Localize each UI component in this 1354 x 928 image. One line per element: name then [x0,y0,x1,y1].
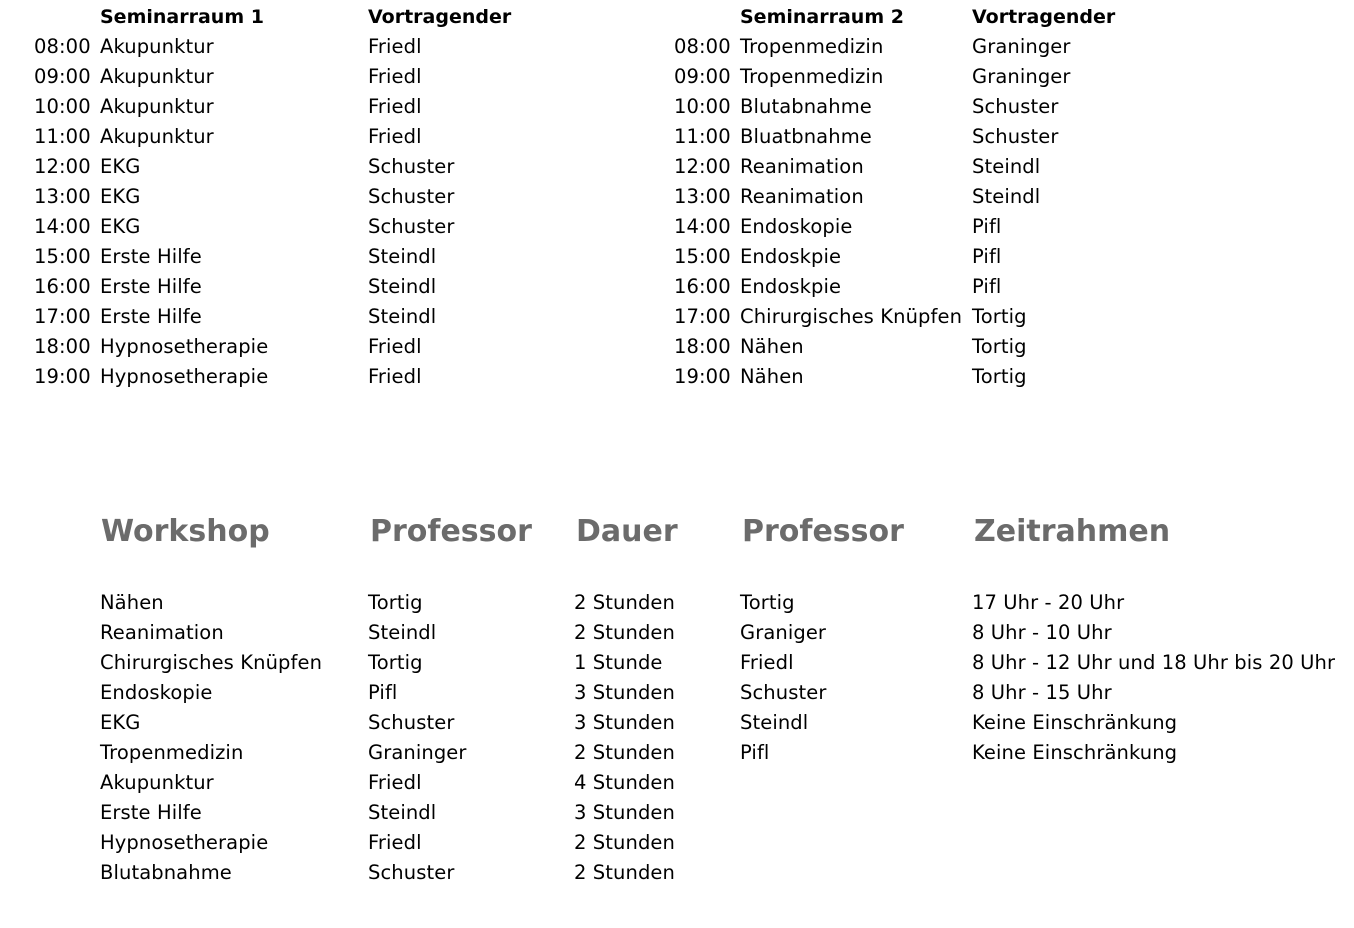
workshop-name: Hypnosetherapie [100,831,269,854]
schedule-speaker: Friedl [368,125,422,148]
workshop-name: EKG [100,711,141,734]
schedule-time: 11:00 [674,125,731,148]
schedule-time: 13:00 [674,185,731,208]
availability-professor: Graniger [740,621,827,644]
schedule-topic: EKG [100,185,141,208]
schedule-time: 08:00 [34,35,91,58]
availability-timeframe: 8 Uhr - 10 Uhr [972,621,1112,644]
schedule-topic: Akupunktur [100,95,214,118]
schedule-topic: Tropenmedizin [740,65,884,88]
schedule-time: 10:00 [674,95,731,118]
workshop-duration: 2 Stunden [574,831,675,854]
workshop-professor: Steindl [368,801,437,824]
schedule-topic: Endoskpie [740,275,842,298]
schedule-speaker: Friedl [368,365,422,388]
schedule-speaker: Schuster [368,155,455,178]
schedule-speaker: Tortig [972,365,1027,388]
workshop-name: Reanimation [100,621,224,644]
schedule-time: 18:00 [674,335,731,358]
room1-header: Seminarraum 1 [100,6,264,28]
schedule-topic: Bluatbnahme [740,125,872,148]
workshop-duration: 3 Stunden [574,801,675,824]
schedule-topic: Akupunktur [100,65,214,88]
workshop-name: Chirurgisches Knüpfen [100,651,323,674]
schedule-topic: Blutabnahme [740,95,872,118]
schedule-topic: Erste Hilfe [100,245,202,268]
room1-speaker-header: Vortragender [368,6,512,28]
workshop-name: Nähen [100,591,164,614]
workshop-professor: Tortig [368,591,423,614]
schedule-time: 17:00 [674,305,731,328]
workshop-professor: Schuster [368,861,455,884]
schedule-speaker: Friedl [368,35,422,58]
schedule-time: 12:00 [34,155,91,178]
duration-header: Dauer [576,514,678,549]
schedule-topic: Nähen [740,335,804,358]
schedule-topic: Akupunktur [100,125,214,148]
schedule-topic: Nähen [740,365,804,388]
schedule-time: 13:00 [34,185,91,208]
schedule-topic: Erste Hilfe [100,305,202,328]
schedule-time: 15:00 [674,245,731,268]
schedule-speaker: Steindl [972,155,1041,178]
workshop-duration: 3 Stunden [574,681,675,704]
schedule-topic: EKG [100,215,141,238]
workshop-name: Akupunktur [100,771,214,794]
schedule-time: 11:00 [34,125,91,148]
availability-timeframe: 17 Uhr - 20 Uhr [972,591,1125,614]
schedule-speaker: Schuster [972,125,1059,148]
schedule-topic: Reanimation [740,155,864,178]
availability-timeframe: 8 Uhr - 12 Uhr und 18 Uhr bis 20 Uhr [972,651,1336,674]
availability-professor: Steindl [740,711,809,734]
schedule-topic: Hypnosetherapie [100,365,269,388]
workshop-name: Erste Hilfe [100,801,202,824]
schedule-speaker: Schuster [368,215,455,238]
workshop-name: Blutabnahme [100,861,232,884]
schedule-topic: Hypnosetherapie [100,335,269,358]
availability-professor: Tortig [740,591,795,614]
schedule-time: 12:00 [674,155,731,178]
schedule-time: 18:00 [34,335,91,358]
workshop-professor: Friedl [368,831,422,854]
schedule-topic: Erste Hilfe [100,275,202,298]
availability-timeframe: Keine Einschränkung [972,711,1178,734]
workshop-duration: 2 Stunden [574,741,675,764]
room2-speaker-header: Vortragender [972,6,1116,28]
professor-header: Professor [370,514,532,549]
workshop-professor: Pifl [368,681,398,704]
workshop-professor: Friedl [368,771,422,794]
schedule-topic: Reanimation [740,185,864,208]
schedule-speaker: Graninger [972,65,1071,88]
schedule-speaker: Steindl [368,275,437,298]
schedule-topic: Tropenmedizin [740,35,884,58]
schedule-topic: EKG [100,155,141,178]
schedule-speaker: Friedl [368,65,422,88]
schedule-speaker: Friedl [368,95,422,118]
schedule-speaker: Steindl [972,185,1041,208]
schedule-time: 17:00 [34,305,91,328]
schedule-time: 15:00 [34,245,91,268]
professor2-header: Professor [742,514,904,549]
schedule-time: 10:00 [34,95,91,118]
schedule-speaker: Schuster [972,95,1059,118]
schedule-topic: Akupunktur [100,35,214,58]
schedule-topic: Endoskpie [740,245,842,268]
schedule-speaker: Tortig [972,335,1027,358]
workshop-professor: Tortig [368,651,423,674]
availability-timeframe: 8 Uhr - 15 Uhr [972,681,1112,704]
availability-professor: Pifl [740,741,770,764]
availability-professor: Schuster [740,681,827,704]
room2-header: Seminarraum 2 [740,6,904,28]
schedule-speaker: Tortig [972,305,1027,328]
workshop-duration: 2 Stunden [574,591,675,614]
workshop-duration: 4 Stunden [574,771,675,794]
workshop-duration: 2 Stunden [574,861,675,884]
schedule-time: 14:00 [34,215,91,238]
schedule-time: 19:00 [34,365,91,388]
schedule-speaker: Steindl [368,245,437,268]
schedule-speaker: Schuster [368,185,455,208]
workshop-professor: Steindl [368,621,437,644]
availability-professor: Friedl [740,651,794,674]
timeframe-header: Zeitrahmen [974,514,1171,549]
schedule-topic: Chirurgisches Knüpfen [740,305,963,328]
workshop-professor: Graninger [368,741,467,764]
schedule-time: 08:00 [674,35,731,58]
schedule-speaker: Pifl [972,215,1002,238]
workshop-duration: 2 Stunden [574,621,675,644]
workshop-name: Tropenmedizin [100,741,244,764]
schedule-speaker: Steindl [368,305,437,328]
workshop-duration: 1 Stunde [574,651,663,674]
availability-timeframe: Keine Einschränkung [972,741,1178,764]
schedule-speaker: Graninger [972,35,1071,58]
schedule-topic: Endoskopie [740,215,853,238]
workshop-professor: Schuster [368,711,455,734]
schedule-time: 14:00 [674,215,731,238]
workshop-name: Endoskopie [100,681,213,704]
schedule-time: 16:00 [34,275,91,298]
schedule-time: 09:00 [674,65,731,88]
schedule-speaker: Pifl [972,245,1002,268]
schedule-time: 19:00 [674,365,731,388]
schedule-time: 16:00 [674,275,731,298]
schedule-time: 09:00 [34,65,91,88]
schedule-speaker: Friedl [368,335,422,358]
workshop-duration: 3 Stunden [574,711,675,734]
schedule-speaker: Pifl [972,275,1002,298]
workshop-header: Workshop [101,514,270,549]
